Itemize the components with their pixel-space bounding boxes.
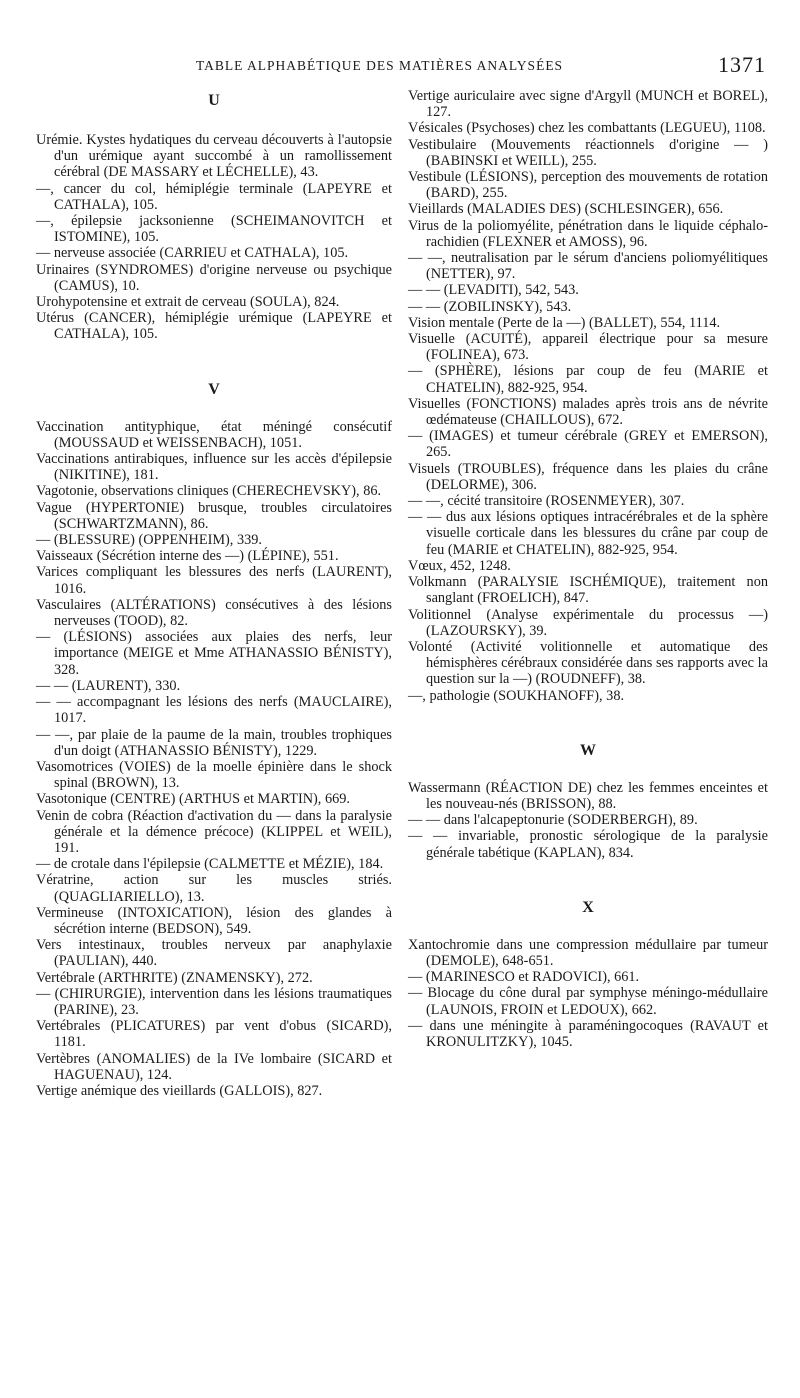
index-entry: Vasomotrices (VOIES) de la moelle épinière dans le shock spinal (BROWN), 13. xyxy=(36,758,392,792)
index-entry: — (BLESSURE) (OPPENHEIM), 339. xyxy=(36,532,262,549)
index-entry: Visuelle (ACUITÉ), appareil électrique pour sa mesure (FOLINEA), 673. xyxy=(408,331,768,364)
index-entry: — — (ZOBILINSKY), 543. xyxy=(408,298,572,315)
section-spacer xyxy=(36,343,392,373)
page-header xyxy=(36,54,766,84)
index-entry: —, cancer du col, hémiplégie terminale (LAPEYRE et CATHALA), 105. xyxy=(36,180,392,213)
section-letter-x: X xyxy=(582,898,594,916)
index-entry: Vestibule (LÉSIONS), perception des mouvements de rotation (BARD), 255. xyxy=(408,169,768,202)
index-entry: Urohypotensine et extrait de cerveau (SOULA), 824. xyxy=(36,294,340,311)
index-entry: Vagotonie, observations cliniques (CHERECHEVSKY), 86. xyxy=(36,483,382,500)
index-entry: Urinaires (SYNDROMES) d'origine nerveuse ou psychique (CAMUS), 10. xyxy=(36,261,392,294)
index-entry: Urémie. Kystes hydatiques du cerveau découverts à l'autopsie d'un urémique ayant succombé à un ramollissement cérébral (DE MASSARY et LÉCHELLE), 43. xyxy=(36,132,392,181)
index-entry: Varices compliquant les blessures des nerfs (LAURENT), 1016. xyxy=(36,564,392,597)
index-entry: Vasotonique (CENTRE) (ARTHUS et MARTIN), 669. xyxy=(36,791,350,808)
index-entry: Vestibulaire (Mouvements réactionnels d'origine — ) (BABINSKI et WEILL), 255. xyxy=(408,136,768,169)
index-entry: Visuels (TROUBLES), fréquence dans les plaies du crâne (DELORME), 306. xyxy=(408,460,768,493)
index-entry: Volkmann (PARALYSIE ISCHÉMIQUE), traitement non sanglant (FROELICH), 847. xyxy=(408,574,768,607)
page-number: 1371 xyxy=(718,52,766,77)
index-entry: — —, par plaie de la paume de la main, troubles trophiques d'un doigt (ATHANASSIO BÉNISTY), 1229. xyxy=(36,726,392,759)
right-column xyxy=(408,88,768,1050)
index-entry: Volitionnel (Analyse expérimentale du processus —) (LAZOURSKY), 39. xyxy=(408,606,768,639)
running-title: TABLE ALPHABÉTIQUE DES MATIÈRES ANALYSÉES xyxy=(196,58,564,73)
index-entry: Venin de cobra (Réaction d'activation du — dans la paralysie générale et la démence précoce) (KLIPPEL et WEIL), 191. xyxy=(36,807,392,856)
index-entry: Vertèbres (ANOMALIES) de la IVe lombaire (SICARD et HAGUENAU), 124. xyxy=(36,1050,392,1083)
index-entry: — nerveuse associée (CARRIEU et CATHALA), 105. xyxy=(36,245,349,262)
index-entry: — —, neutralisation par le sérum d'anciens poliomyélitiques (NETTER), 97. xyxy=(408,250,768,283)
index-entry: — de crotale dans l'épilepsie (CALMETTE et MÉZIE), 184. xyxy=(36,856,384,873)
index-entry: — (IMAGES) et tumeur cérébrale (GREY et EMERSON), 265. xyxy=(408,428,768,461)
index-entry: — — (LAURENT), 330. xyxy=(36,677,181,694)
section-spacer xyxy=(408,861,768,891)
index-entry: Visuelles (FONCTIONS) malades après trois ans de névrite œdémateuse (CHAILLOUS), 672. xyxy=(408,395,768,429)
index-entry: Vaisseaux (Sécrétion interne des —) (LÉPINE), 551. xyxy=(36,548,339,565)
index-entry: — (LÉSIONS) associées aux plaies des nerfs, leur importance (MEIGE et Mme ATHANASSIO BÉNISTY), 328. xyxy=(36,629,392,678)
index-entry: Virus de la poliomyélite, pénétration dans le liquide céphalo-rachidien (FLEXNER et AMOSS), 96. xyxy=(408,217,768,250)
section-letter-w: W xyxy=(580,741,596,759)
index-entry: Vœux, 452, 1248. xyxy=(408,557,511,574)
index-entry: Vision mentale (Perte de la —) (BALLET), 554, 1114. xyxy=(408,314,721,331)
index-entry: Vaccination antityphique, état méningé consécutif (MOUSSAUD et WEISSENBACH), 1051. xyxy=(36,418,392,451)
index-entry: Vaccinations antirabiques, influence sur les accès d'épilepsie (NIKITINE), 181. xyxy=(36,451,392,484)
index-entry: — — invariable, pronostic sérologique de la paralysie générale tabétique (KAPLAN), 834. xyxy=(408,828,768,861)
index-entry: — (SPHÈRE), lésions par coup de feu (MARIE et CHATELIN), 882-925, 954. xyxy=(408,363,768,396)
index-entry: Vératrine, action sur les muscles striés. (QUAGLIARIELLO), 13. xyxy=(36,872,392,905)
index-entry: —, épilepsie jacksonienne (SCHEIMANOVITCH et ISTOMINE), 105. xyxy=(36,213,392,246)
section-spacer xyxy=(408,704,768,734)
index-entry: Vers intestinaux, troubles nerveux par anaphylaxie (PAULIAN), 440. xyxy=(36,937,392,970)
index-entry: Vermineuse (INTOXICATION), lésion des glandes à sécrétion interne (BEDSON), 549. xyxy=(36,904,392,937)
index-entry: — — dans l'alcapeptonurie (SODERBERGH), 89. xyxy=(408,812,698,829)
index-entry: Volonté (Activité volitionnelle et automatique des hémisphères cérébraux considérée dans ses rapports avec la question sur la —) (ROUDNEFF), 38. xyxy=(408,638,768,688)
index-entry: Xantochromie dans une compression médullaire par tumeur (DEMOLE), 648-651. xyxy=(408,936,768,969)
index-entry: — Blocage du cône dural par symphyse méningo-médullaire (LAUNOIS, FROIN et LEDOUX), 662. xyxy=(408,985,768,1018)
index-entry: Vésicales (Psychoses) chez les combattants (LEGUEU), 1108. xyxy=(408,120,766,137)
index-entry: Wassermann (RÉACTION DE) chez les femmes enceintes et les nouveau-nés (BRISSON), 88. xyxy=(408,779,768,812)
index-entry: Utérus (CANCER), hémiplégie urémique (LAPEYRE et CATHALA), 105. xyxy=(36,310,392,343)
index-entry: Vague (HYPERTONIE) brusque, troubles circulatoires (SCHWARTZMANN), 86. xyxy=(36,499,392,532)
index-entry: Vertébrale (ARTHRITE) (ZNAMENSKY), 272. xyxy=(36,969,313,986)
section-letter-v: V xyxy=(208,380,220,398)
index-entry: — (CHIRURGIE), intervention dans les lésions traumatiques (PARINE), 23. xyxy=(36,985,392,1018)
index-entry: — — dus aux lésions optiques intracérébrales et de la sphère visuelle corticale dans les blessures du crâne par coup de feu (MARIE et CHATELIN), 882-925, 954. xyxy=(408,509,768,558)
index-entry: Vertige anémique des vieillards (GALLOIS), 827. xyxy=(36,1082,323,1099)
index-entry: Vieillards (MALADIES DES) (SCHLESINGER), 656. xyxy=(408,201,724,218)
index-entry: Vasculaires (ALTÉRATIONS) consécutives à des lésions nerveuses (TOOD), 82. xyxy=(36,596,392,630)
section-letter-u: U xyxy=(208,92,220,109)
index-entry: Vertige auriculaire avec signe d'Argyll (MUNCH et BOREL), 127. xyxy=(408,88,768,121)
index-entry: — — accompagnant les lésions des nerfs (MAUCLAIRE), 1017. xyxy=(36,694,392,727)
index-entry: Vertébrales (PLICATURES) par vent d'obus (SICARD), 1181. xyxy=(36,1018,392,1051)
index-entry: — (MARINESCO et RADOVICI), 661. xyxy=(408,969,640,986)
index-entry: —, pathologie (SOUKHANOFF), 38. xyxy=(408,687,625,704)
index-entry: — — (LEVADITI), 542, 543. xyxy=(408,282,579,299)
left-column xyxy=(36,88,392,1099)
index-entry: — —, cécité transitoire (ROSENMEYER), 307. xyxy=(408,493,685,510)
index-entry: — dans une méningite à paraméningocoques (RAVAUT et KRONULITZKY), 1045. xyxy=(408,1017,768,1050)
